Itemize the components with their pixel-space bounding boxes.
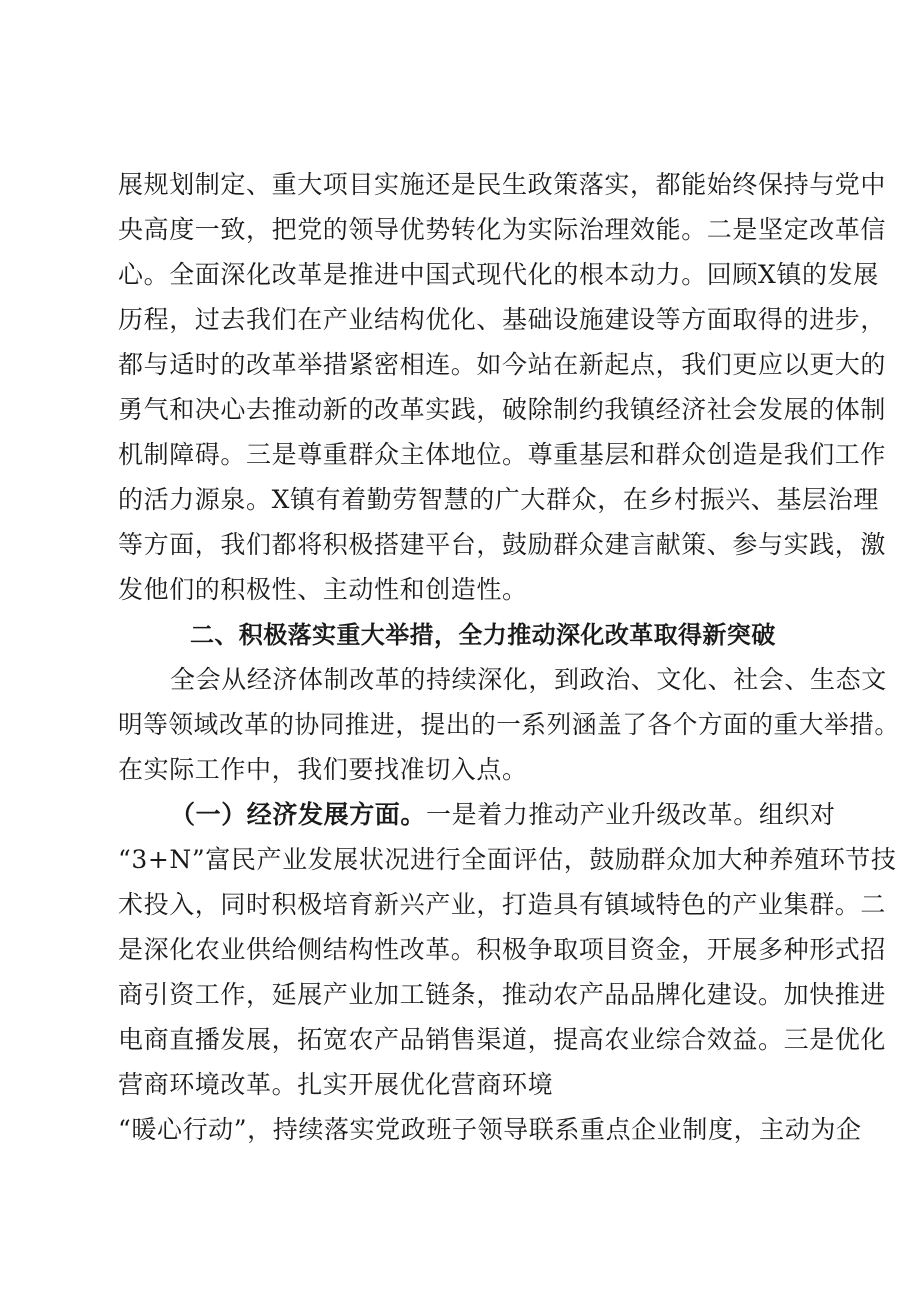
subsection-line: “暖心行动”，持续落实党政班子领导联系重点企业制度，主动为企 — [118, 1115, 862, 1144]
body-line: 心。全面深化改革是推进中国式现代化的根本动力。回顾X镇的发展 — [118, 260, 879, 289]
body-line: 都与适时的改革举措紧密相连。如今站在新起点，我们更应以更大的 — [118, 350, 887, 379]
body-line: 央高度一致，把党的领导优势转化为实际治理效能。二是坚定改革信 — [118, 215, 887, 244]
subsection-heading: （一）经济发展方面。 — [170, 800, 427, 829]
subsection-line: 营商环境改革。扎实开展优化营商环境 — [118, 1070, 554, 1099]
subsection-line: “3+N”富民产业发展状况进行全面评估，鼓励群众加大种养殖环节技 — [118, 845, 897, 874]
section-line: 明等领域改革的协同推进，提出的一系列涵盖了各个方面的重大举措。 — [118, 710, 900, 739]
subsection-line: 是深化农业供给侧结构性改革。积极争取项目资金，开展多种形式招 — [118, 935, 887, 964]
section-heading: 二、积极落实重大举措，全力推动深化改革取得新突破 — [190, 621, 776, 649]
subsection-first-line — [170, 800, 836, 830]
body-line: 勇气和决心去推动新的改革实践，破除制约我镇经济社会发展的体制 — [118, 395, 887, 424]
section-line: 全会从经济体制改革的持续深化，到政治、文化、社会、生态文 — [170, 665, 887, 694]
body-line: 的活力源泉。X镇有着勤劳智慧的广大群众，在乡村振兴、基层治理 — [118, 485, 879, 514]
body-line: 等方面，我们都将积极搭建平台，鼓励群众建言献策、参与实践，激 — [118, 530, 887, 559]
subsection-first-line-text: 一是着力推动产业升级改革。组织对 — [426, 800, 836, 829]
subsection-line: 电商直播发展，拓宽农产品销售渠道，提高农业综合效益。三是优化 — [118, 1025, 887, 1054]
subsection-line: 术投入，同时积极培育新兴产业，打造具有镇域特色的产业集群。二 — [118, 890, 887, 919]
body-line: 历程，过去我们在产业结构优化、基础设施建设等方面取得的进步， — [118, 305, 887, 334]
body-line: 机制障碍。三是尊重群众主体地位。尊重基层和群众创造是我们工作 — [118, 440, 887, 469]
subsection-line: 商引资工作，延展产业加工链条，推动农产品品牌化建设。加快推进 — [118, 980, 887, 1009]
body-line: 发他们的积极性、主动性和创造性。 — [118, 575, 528, 604]
body-line: 展规划制定、重大项目实施还是民生政策落实，都能始终保持与党中 — [118, 170, 887, 199]
section-line: 在实际工作中，我们要找准切入点。 — [118, 755, 528, 784]
